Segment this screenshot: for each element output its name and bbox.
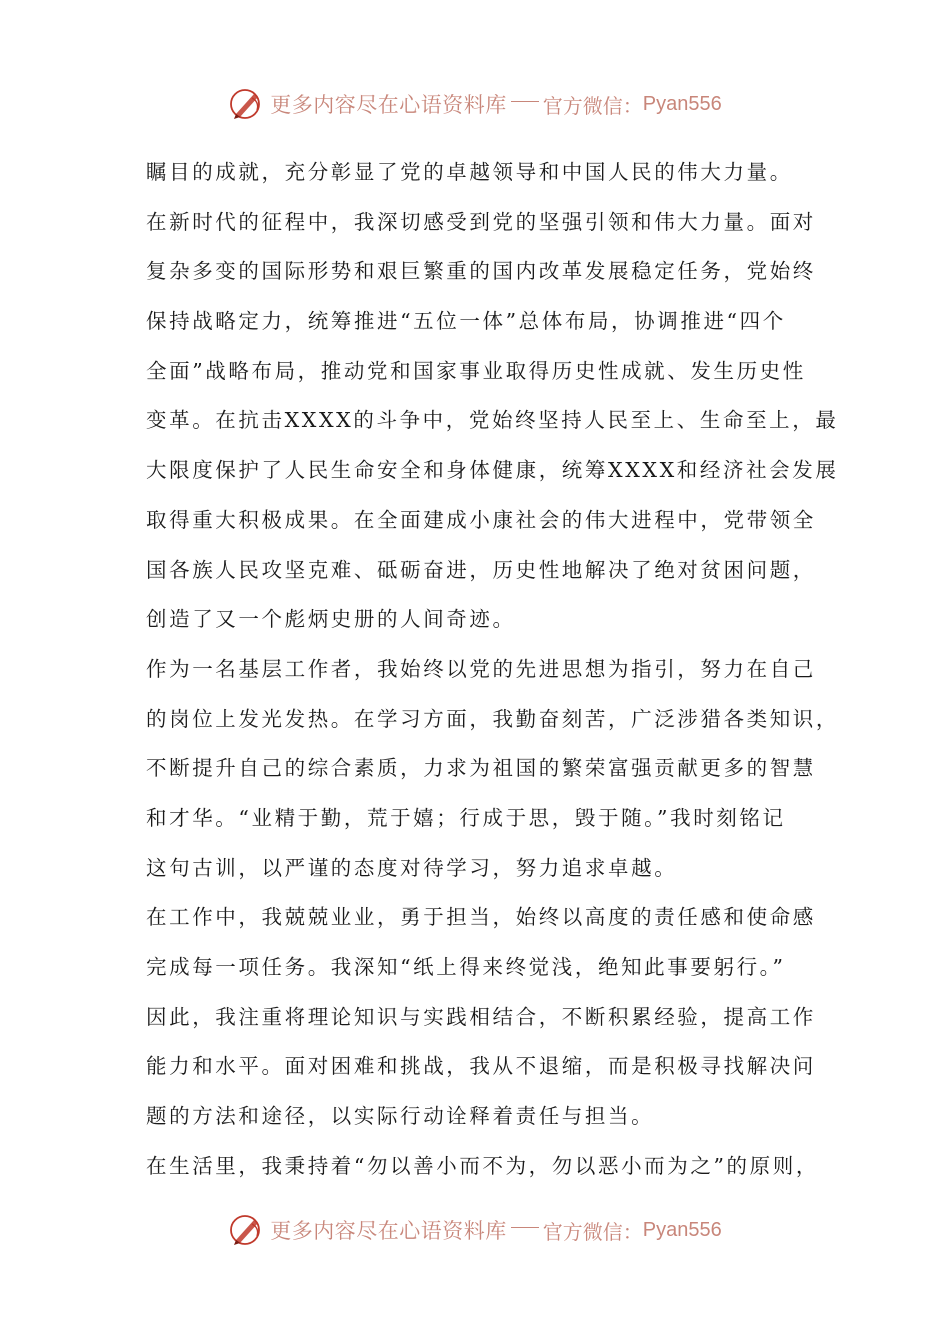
body-line: 题的方法和途径，以实际行动诠释着责任与担当。 xyxy=(146,1104,655,1129)
body-line: 这句古训，以严谨的态度对待学习，努力追求卓越。 xyxy=(146,855,678,880)
body-line: 不断提升自己的综合素质，力求为祖国的繁荣富强贡献更多的智慧 xyxy=(146,756,816,781)
body-line: 在工作中，我兢兢业业，勇于担当，始终以高度的责任感和使命感 xyxy=(146,905,816,930)
banner-brand-text: 更多内容尽在心语资料库 xyxy=(270,1219,507,1243)
body-line: 全面”战略布局，推动党和国家事业取得历史性成就、发生历史性 xyxy=(146,358,806,383)
pen-logo-icon xyxy=(228,86,264,122)
body-line: 的岗位上发光发热。在学习方面，我勤奋刻苦，广泛涉猎各类知识， xyxy=(146,706,839,731)
body-line: 完成每一项任务。我深知“纸上得来终觉浅，绝知此事要躬行。” xyxy=(146,955,786,979)
body-line: 在新时代的征程中，我深切感受到党的坚强引领和伟大力量。面对 xyxy=(146,209,816,234)
body-line: 创造了又一个彪炳史册的人间奇迹。 xyxy=(146,607,516,632)
body-line: 国各族人民攻坚克难、砥砺奋进，历史性地解决了绝对贫困问题， xyxy=(146,557,816,582)
banner-wechat-id: Pyan556 xyxy=(642,92,722,115)
body-line: 因此，我注重将理论知识与实践相结合，不断积累经验，提高工作 xyxy=(146,1004,816,1029)
pen-logo-icon xyxy=(228,1212,264,1248)
body-line: 瞩目的成就，充分彰显了党的卓越领导和中国人民的伟大力量。 xyxy=(146,160,793,184)
body-line: 变革。在抗击XXXX的斗争中，党始终坚持人民至上、生命至上，最 xyxy=(146,408,839,433)
body-line: 保持战略定力，统筹推进“五位一体”总体布局，协调推进“四个 xyxy=(146,309,786,334)
document-body xyxy=(146,148,839,1191)
body-line: 复杂多变的国际形势和艰巨繁重的国内改革发展稳定任务，党始终 xyxy=(146,259,816,284)
body-line: 取得重大积极成果。在全面建成小康社会的伟大进程中，党带领全 xyxy=(146,507,816,532)
banner-wechat-id: Pyan556 xyxy=(642,1218,722,1241)
footer-banner xyxy=(0,1208,950,1252)
body-line: 大限度保护了人民生命安全和身体健康，统筹XXXX和经济社会发展 xyxy=(146,458,839,483)
banner-wechat-label: 官方微信： xyxy=(542,93,643,118)
body-line: 作为一名基层工作者，我始终以党的先进思想为指引，努力在自己 xyxy=(146,656,816,681)
body-line: 和才华。“业精于勤，荒于嬉；行成于思，毁于随。”我时刻铭记 xyxy=(146,805,786,830)
banner-dash xyxy=(511,1227,539,1229)
banner-dash xyxy=(511,101,539,103)
banner-brand-text: 更多内容尽在心语资料库 xyxy=(270,93,507,117)
body-line: 在生活里，我秉持着“勿以善小而不为，勿以恶小而为之”的原则， xyxy=(146,1153,819,1178)
banner-wechat-label: 官方微信： xyxy=(542,1219,643,1244)
body-line: 能力和水平。面对困难和挑战，我从不退缩，而是积极寻找解决问 xyxy=(146,1054,816,1079)
header-banner xyxy=(0,82,950,126)
